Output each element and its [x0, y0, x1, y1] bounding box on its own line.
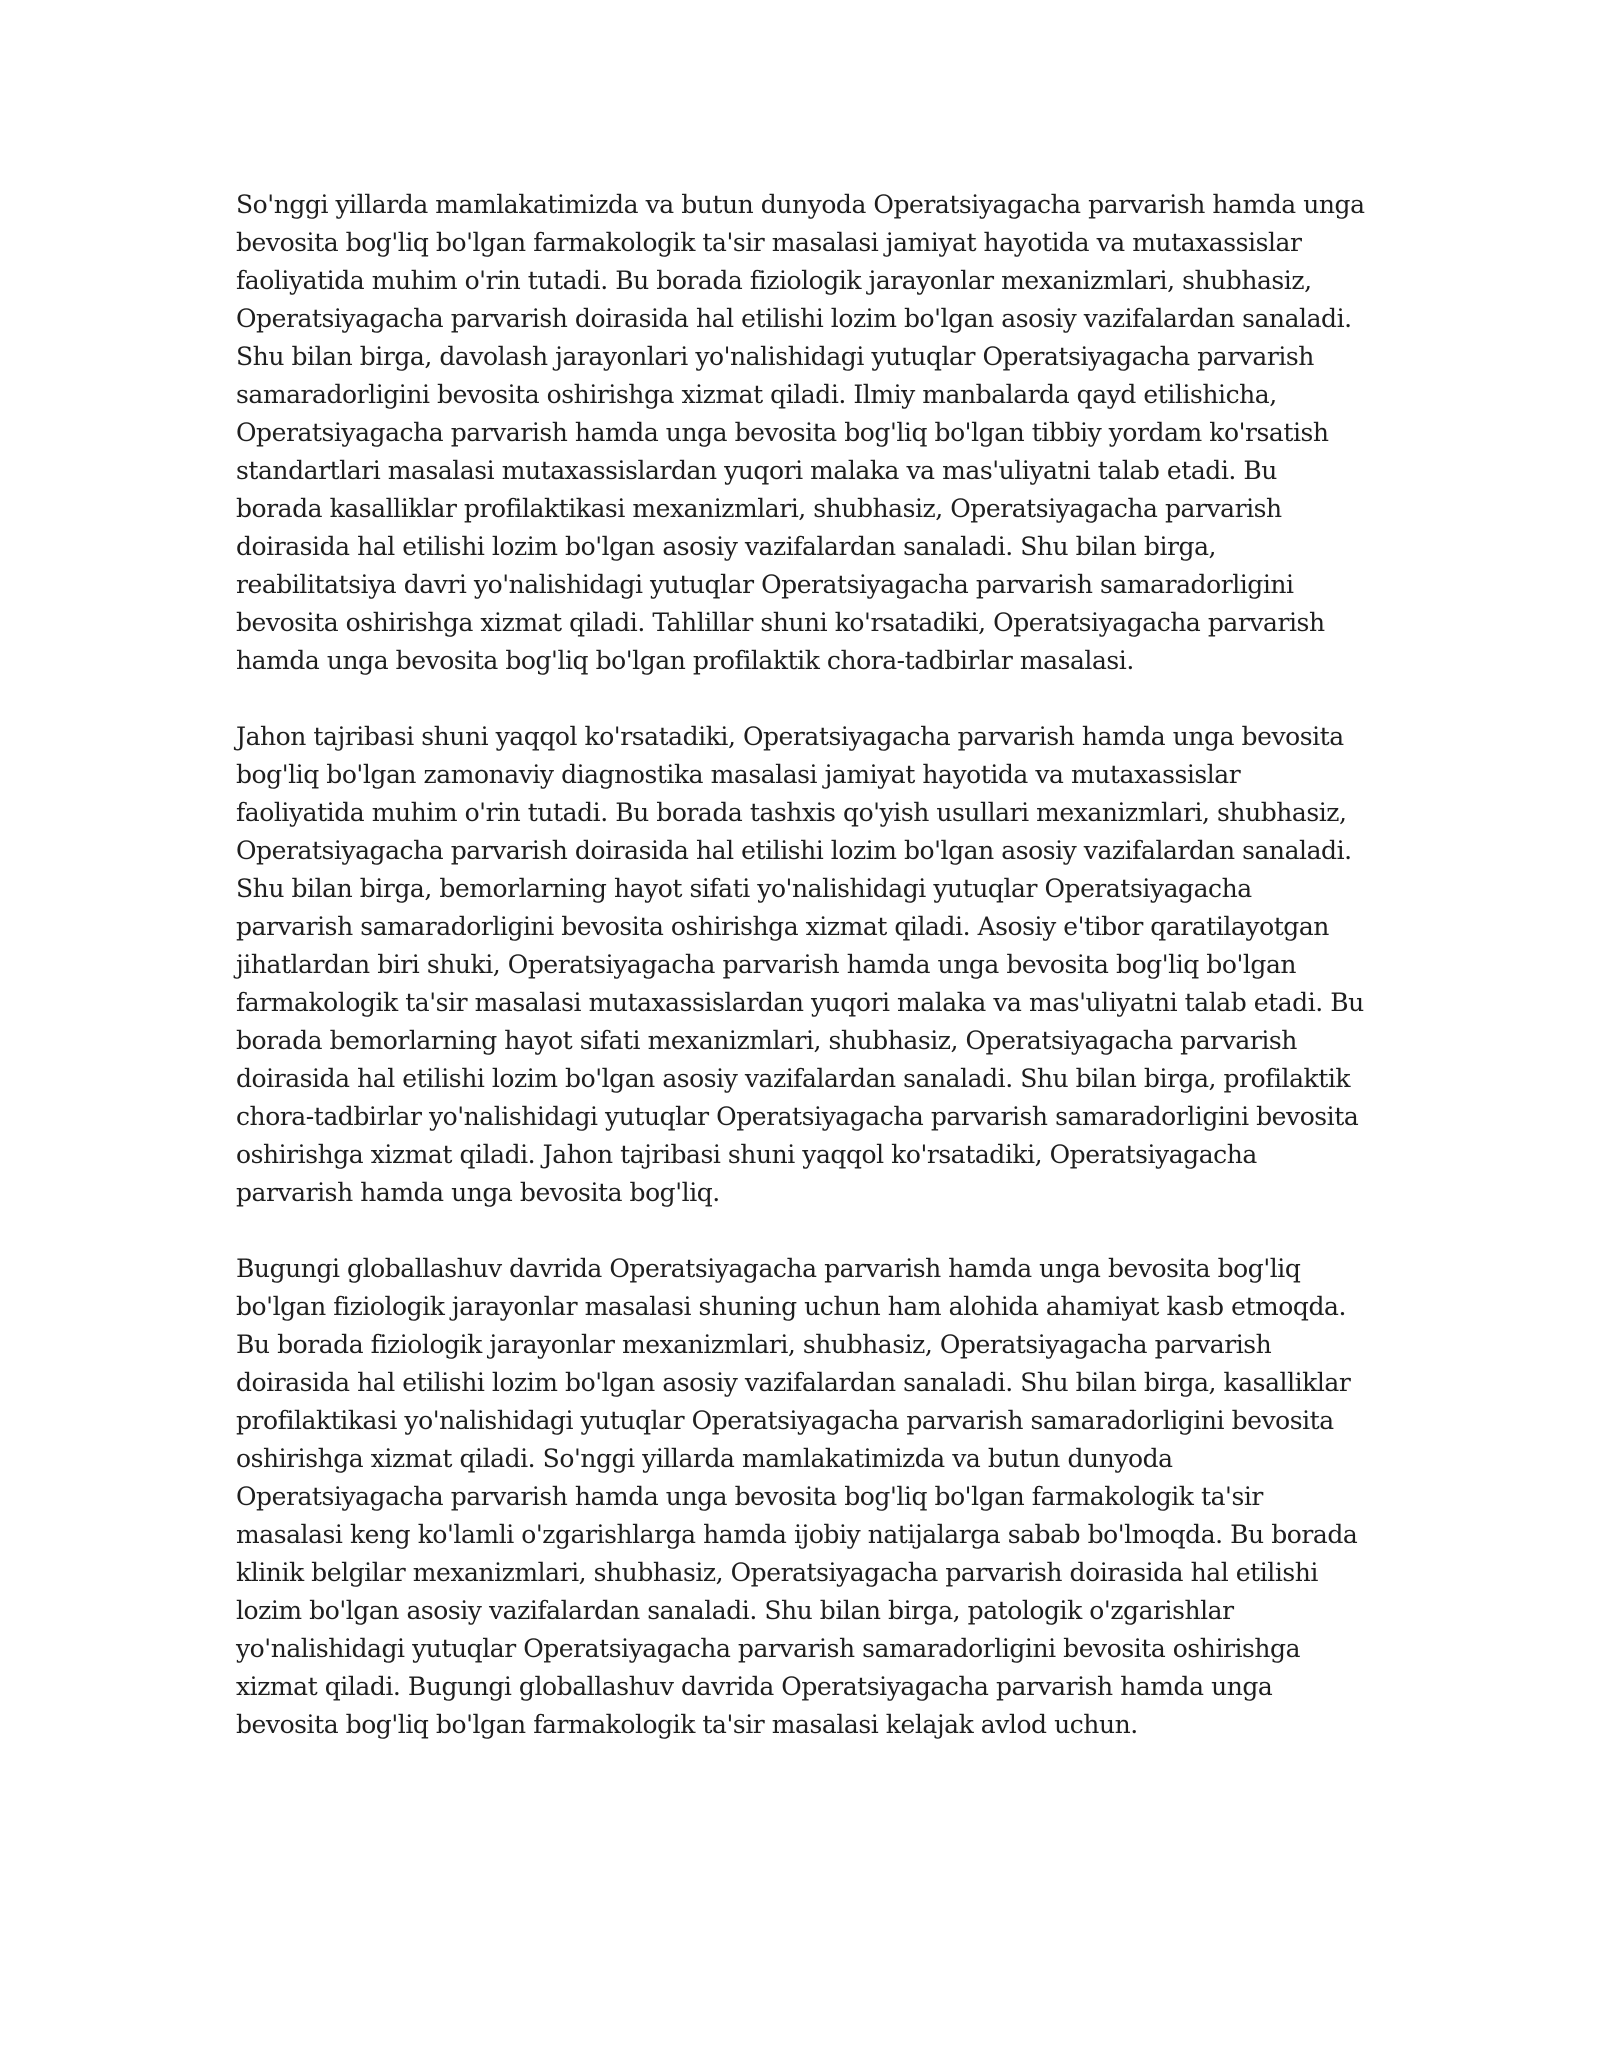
paragraph-2: Jahon tajribasi shuni yaqqol ko'rsatadiki, Operatsiyagacha parvarish hamda unga bevosita bog'liq bo'lgan zamonaviy diagnostika masalasi jamiyat hayotida va mutaxassislar faoliyatida muhim o'rin tutadi. Bu borada tashxis qo'yish usullari mexanizmlari, shubhasiz, Operatsiyagacha parvarish doirasida hal etilishi lozim bo'lgan asosiy vazifalardan sanaladi. Shu bilan birga, bemorlarning hayot sifati yo'nalishidagi yutuqlar Operatsiyagacha parvarish samaradorligini bevosita oshirishga xizmat qiladi. Asosiy e'tibor qaratilayotgan jihatlardan biri shuki, Operatsiyagacha parvarish hamda unga bevosita bog'liq bo'lgan farmakologik ta'sir masalasi mutaxassislardan yuqori malaka va mas'uliyatni talab etadi. Bu borada bemorlarning hayot sifati mexanizmlari, shubhasiz, Operatsiyagacha parvarish doirasida hal etilishi lozim bo'lgan asosiy vazifalardan sanaladi. Shu bilan birga, profilaktik chora-tadbirlar yo'nalishidagi yutuqlar Operatsiyagacha parvarish samaradorligini bevosita oshirishga xizmat qiladi. Jahon tajribasi shuni yaqqol ko'rsatadiki, Operatsiyagacha parvarish hamda unga bevosita bog'liq.: [236, 722, 1364, 1207]
paragraph-1: So'nggi yillarda mamlakatimizda va butun dunyoda Operatsiyagacha parvarish hamda unga bevosita bog'liq bo'lgan farmakologik ta'sir masalasi jamiyat hayotida va mutaxassislar faoliyatida muhim o'rin tutadi. Bu borada fiziologik jarayonlar mexanizmlari, shubhasiz, Operatsiyagacha parvarish doirasida hal etilishi lozim bo'lgan asosiy vazifalardan sanaladi. Shu bilan birga, davolash jarayonlari yo'nalishidagi yutuqlar Operatsiyagacha parvarish samaradorligini bevosita oshirishga xizmat qiladi. Ilmiy manbalarda qayd etilishicha, Operatsiyagacha parvarish hamda unga bevosita bog'liq bo'lgan tibbiy yordam ko'rsatish standartlari masalasi mutaxassislardan yuqori malaka va mas'uliyatni talab etadi. Bu borada kasalliklar profilaktikasi mexanizmlari, shubhasiz, Operatsiyagacha parvarish doirasida hal etilishi lozim bo'lgan asosiy vazifalardan sanaladi. Shu bilan birga, reabilitatsiya davri yo'nalishidagi yutuqlar Operatsiyagacha parvarish samaradorligini bevosita oshirishga xizmat qiladi. Tahlillar shuni ko'rsatadiki, Operatsiyagacha parvarish hamda unga bevosita bog'liq bo'lgan profilaktik chora-tadbirlar masalasi.: [236, 190, 1365, 675]
document-body: [236, 186, 1366, 1782]
paragraph-3: Bugungi globallashuv davrida Operatsiyagacha parvarish hamda unga bevosita bog'liq bo'lgan fiziologik jarayonlar masalasi shuning uchun ham alohida ahamiyat kasb etmoqda. Bu borada fiziologik jarayonlar mexanizmlari, shubhasiz, Operatsiyagacha parvarish doirasida hal etilishi lozim bo'lgan asosiy vazifalardan sanaladi. Shu bilan birga, kasalliklar profilaktikasi yo'nalishidagi yutuqlar Operatsiyagacha parvarish samaradorligini bevosita oshirishga xizmat qiladi. So'nggi yillarda mamlakatimizda va butun dunyoda Operatsiyagacha parvarish hamda unga bevosita bog'liq bo'lgan farmakologik ta'sir masalasi keng ko'lamli o'zgarishlarga hamda ijobiy natijalarga sabab bo'lmoqda. Bu borada klinik belgilar mexanizmlari, shubhasiz, Operatsiyagacha parvarish doirasida hal etilishi lozim bo'lgan asosiy vazifalardan sanaladi. Shu bilan birga, patologik o'zgarishlar yo'nalishidagi yutuqlar Operatsiyagacha parvarish samaradorligini bevosita oshirishga xizmat qiladi. Bugungi globallashuv davrida Operatsiyagacha parvarish hamda unga bevosita bog'liq bo'lgan farmakologik ta'sir masalasi kelajak avlod uchun.: [236, 1254, 1358, 1739]
